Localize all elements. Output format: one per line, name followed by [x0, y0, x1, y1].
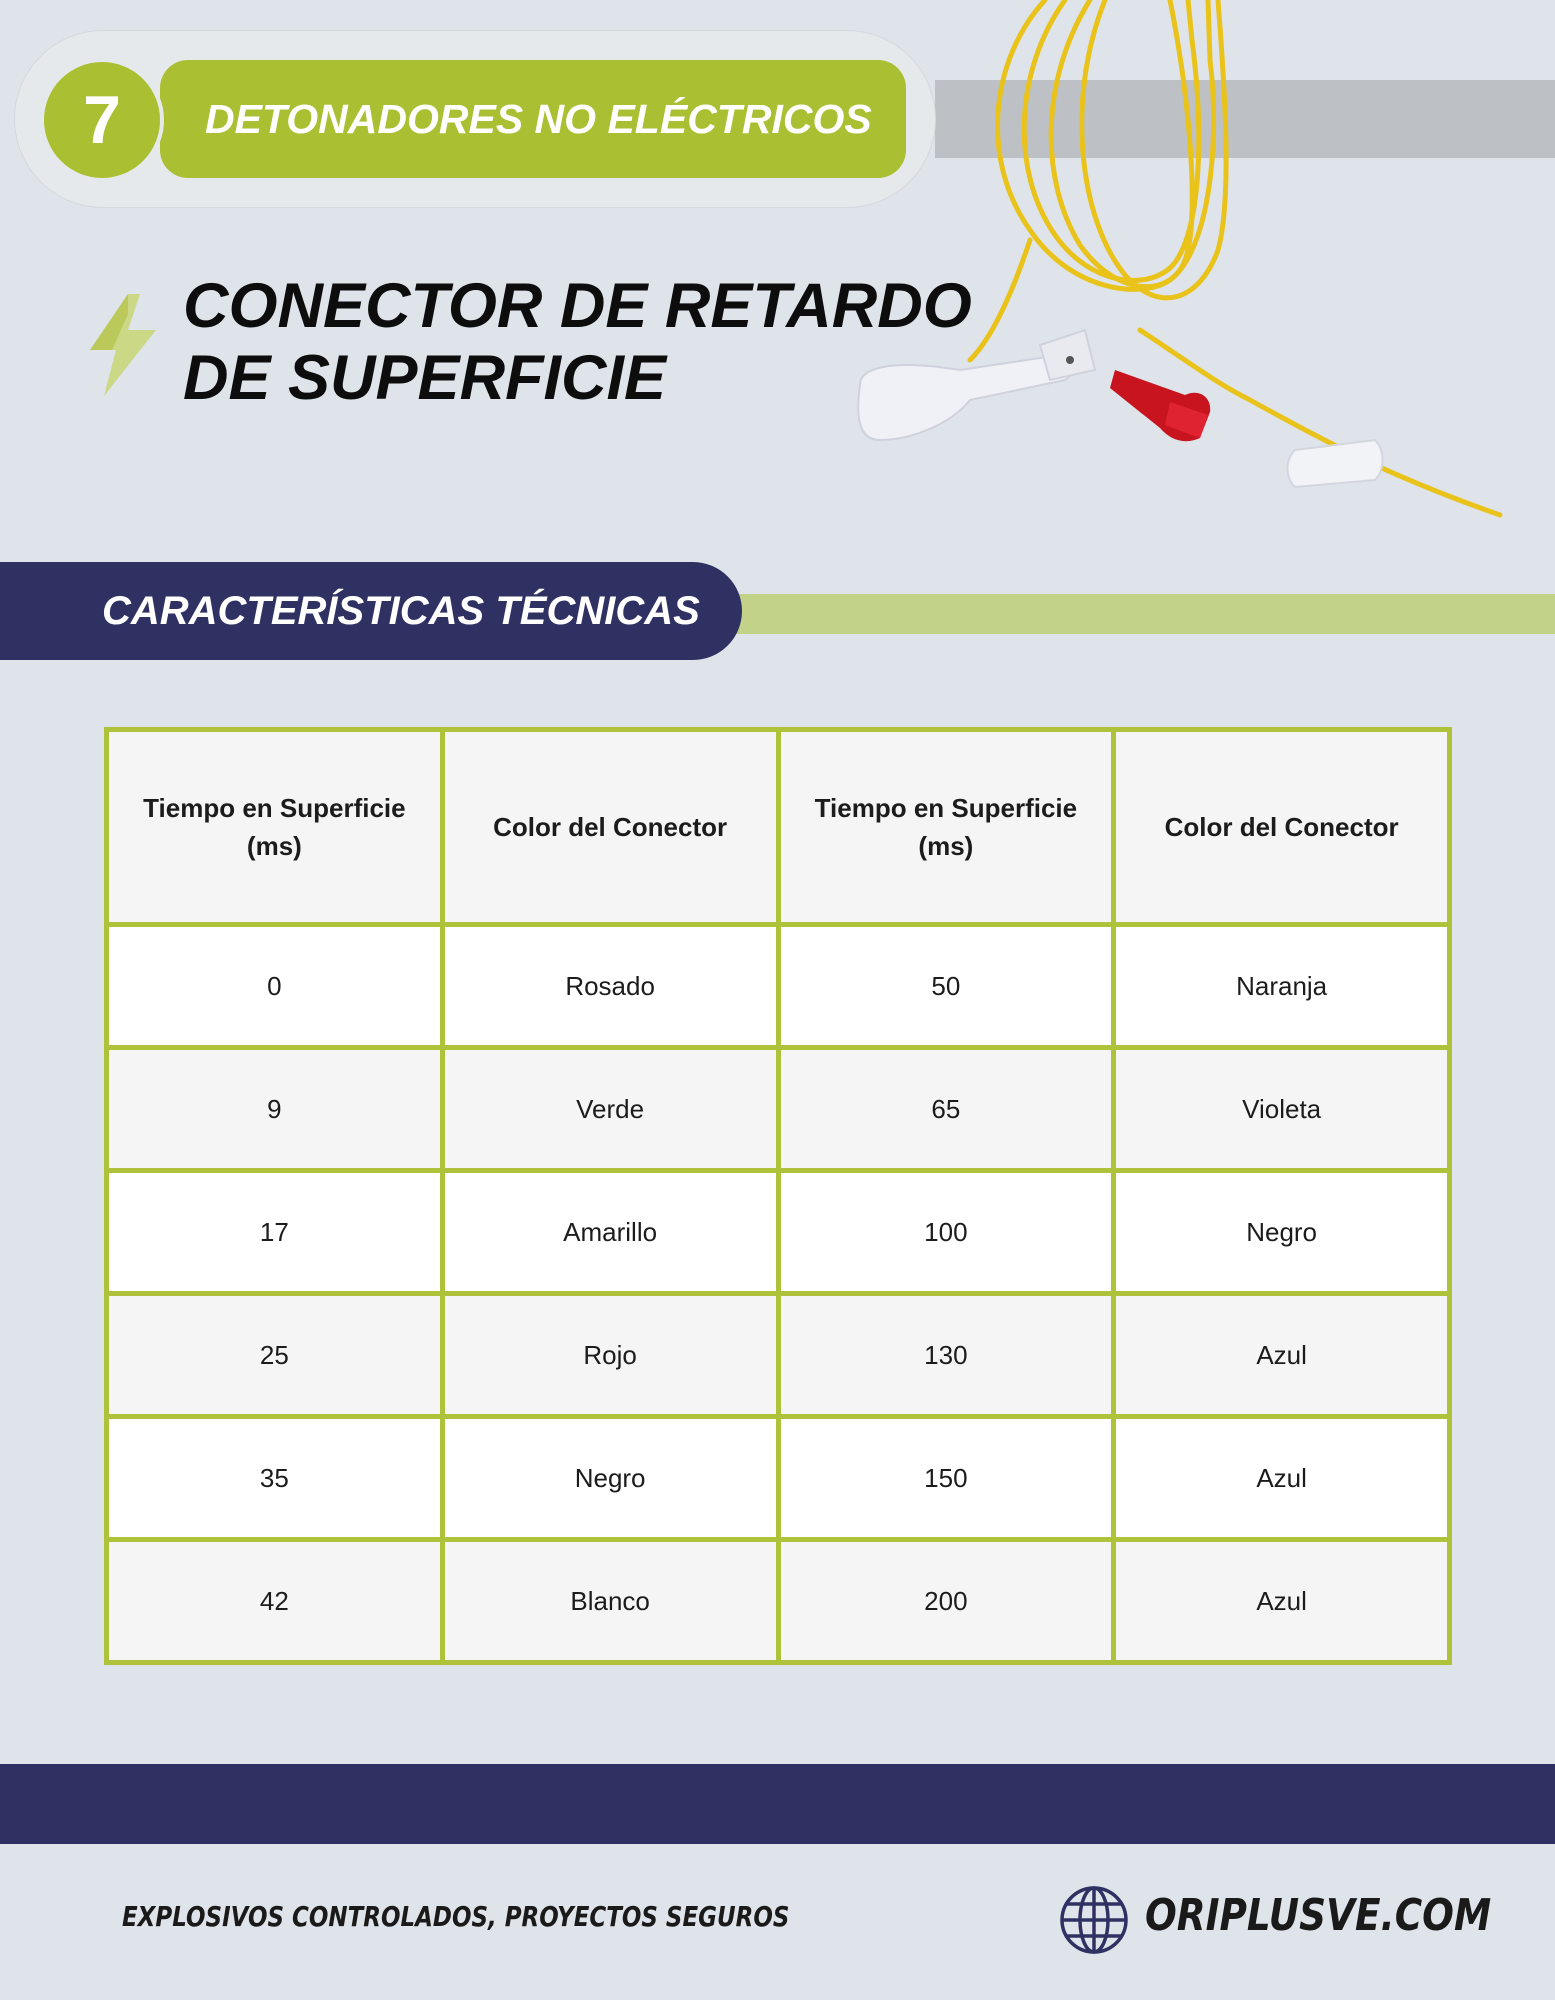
table-cell: Rosado	[442, 925, 778, 1048]
table-cell: 9	[107, 1048, 443, 1171]
table-row	[107, 1048, 1450, 1171]
globe-icon	[1058, 1884, 1130, 1956]
table-cell: 17	[107, 1171, 443, 1294]
table-cell: Naranja	[1114, 925, 1450, 1048]
table-row	[107, 1171, 1450, 1294]
tech-header-title: CARACTERÍSTICAS TÉCNICAS	[102, 589, 700, 633]
column-header: Color del Conector	[1114, 730, 1450, 925]
table-cell: Blanco	[442, 1540, 778, 1663]
website-link[interactable]: ORIPLUSVE.COM	[1145, 1890, 1492, 1941]
table-cell: 150	[778, 1417, 1114, 1540]
specs-table	[104, 727, 1452, 1665]
product-image	[840, 0, 1520, 530]
table-cell: Amarillo	[442, 1171, 778, 1294]
table-cell: 200	[778, 1540, 1114, 1663]
table-cell: 100	[778, 1171, 1114, 1294]
tech-header-accent-bar	[700, 594, 1555, 634]
table-cell: Negro	[442, 1417, 778, 1540]
table-cell: Azul	[1114, 1417, 1450, 1540]
table-row	[107, 1417, 1450, 1540]
table-cell: 50	[778, 925, 1114, 1048]
product-title-line-2: DE SUPERFICIE	[183, 343, 667, 413]
product-title-line-1: CONECTOR DE RETARDO	[183, 271, 972, 341]
table-cell: 25	[107, 1294, 443, 1417]
table-row	[107, 1540, 1450, 1663]
table-cell: 42	[107, 1540, 443, 1663]
table-cell: Azul	[1114, 1294, 1450, 1417]
section-number: 7	[83, 82, 121, 158]
table-cell: Verde	[442, 1048, 778, 1171]
table-row	[107, 925, 1450, 1048]
table-row	[107, 1294, 1450, 1417]
table-cell: Rojo	[442, 1294, 778, 1417]
column-header: Tiempo en Superficie (ms)	[107, 730, 443, 925]
table-cell: 35	[107, 1417, 443, 1540]
footer-tagline: EXPLOSIVOS CONTROLADOS, PROYECTOS SEGUROS	[122, 1900, 790, 1933]
column-header: Tiempo en Superficie (ms)	[778, 730, 1114, 925]
table-cell: Negro	[1114, 1171, 1450, 1294]
table-cell: 65	[778, 1048, 1114, 1171]
section-title: DETONADORES NO ELÉCTRICOS	[205, 96, 872, 142]
lightning-bolt-icon	[82, 290, 162, 400]
table-header-row	[107, 730, 1450, 925]
column-header: Color del Conector	[442, 730, 778, 925]
footer-band	[0, 1764, 1555, 1844]
table-cell: Violeta	[1114, 1048, 1450, 1171]
table-cell: 130	[778, 1294, 1114, 1417]
table-cell: 0	[107, 925, 443, 1048]
table-cell: Azul	[1114, 1540, 1450, 1663]
